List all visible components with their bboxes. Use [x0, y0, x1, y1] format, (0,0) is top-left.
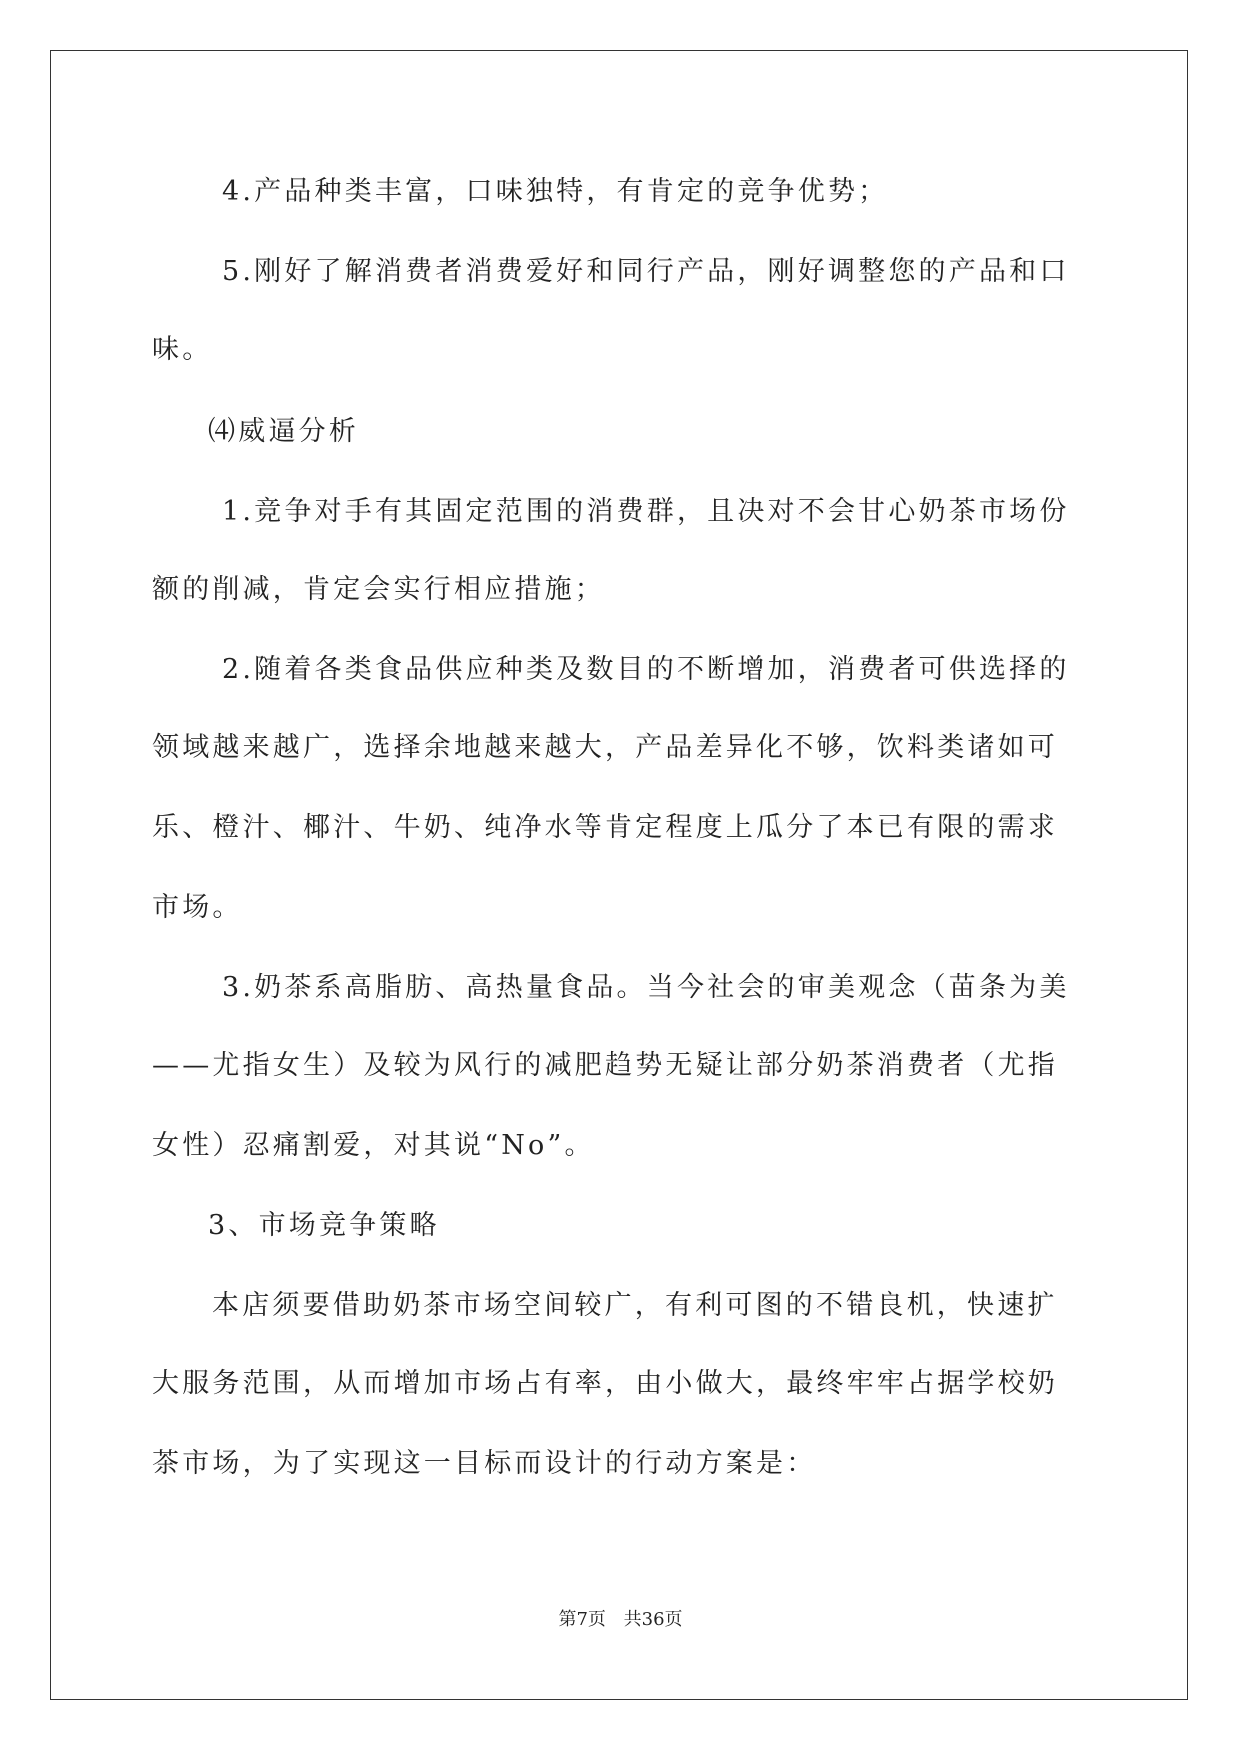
section-heading-threat: ⑷威逼分析: [208, 416, 359, 447]
text-line-8: 领域越来越广，选择余地越来越大，产品差异化不够，饮料类诸如可: [152, 732, 1058, 763]
section-heading-strategy: 3、市场竞争策略: [208, 1210, 440, 1241]
text-line-6: 额的削减，肯定会实行相应措施；: [152, 574, 605, 605]
text-line-13: 女性）忍痛割爱，对其说“No”。: [152, 1130, 595, 1161]
text-line-11: 3.奶茶系高脂肪、高热量食品。当今社会的审美观念（苗条为美: [222, 972, 1070, 1003]
text-line-7: 2.随着各类食品供应种类及数目的不断增加，消费者可供选择的: [222, 654, 1070, 685]
text-line-3: 味。: [152, 334, 213, 365]
text-line-12: ——尤指女生）及较为风行的减肥趋势无疑让部分奶茶消费者（尤指: [152, 1050, 1058, 1081]
text-line-17: 茶市场，为了实现这一目标而设计的行动方案是：: [152, 1448, 817, 1479]
text-line-1: 4.产品种类丰富，口味独特，有肯定的竞争优势；: [222, 176, 889, 207]
text-line-10: 市场。: [152, 892, 243, 923]
text-line-5: 1.竞争对手有其固定范围的消费群，且决对不会甘心奶茶市场份: [222, 496, 1070, 527]
page-number: 第7页: [558, 1609, 606, 1630]
total-pages: 共36页: [623, 1609, 683, 1630]
text-line-2: 5.刚好了解消费者消费爱好和同行产品，刚好调整您的产品和口: [222, 256, 1070, 287]
text-line-15: 本店须要借助奶茶市场空间较广，有利可图的不错良机，快速扩: [212, 1290, 1058, 1321]
text-line-9: 乐、橙汁、椰汁、牛奶、纯净水等肯定程度上瓜分了本已有限的需求: [152, 812, 1058, 843]
page-footer: [0, 1605, 1241, 1631]
text-line-16: 大服务范围，从而增加市场占有率，由小做大，最终牢牢占据学校奶: [152, 1368, 1058, 1399]
